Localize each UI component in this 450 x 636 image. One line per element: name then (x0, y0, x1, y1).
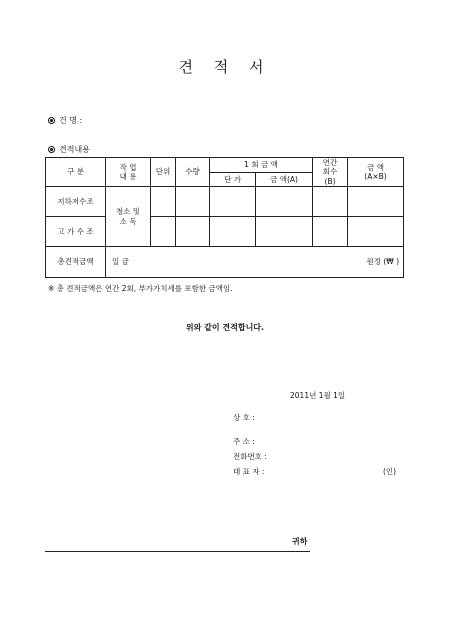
table-row (46, 187, 404, 217)
table-row (46, 217, 404, 247)
total-label: 총견적금액 (46, 247, 106, 278)
total-suffix: 원정 (₩ ) (366, 257, 400, 267)
project-name-row (48, 115, 82, 126)
empty-cell (176, 217, 210, 247)
empty-cell (151, 187, 176, 217)
bullet-icon (48, 117, 55, 124)
project-name-label: 건 명 : (59, 116, 83, 125)
row-label-elevated-tank: 고 가 수 조 (46, 217, 106, 247)
phone-field: 전화번호 : (233, 452, 267, 461)
work-content-cell: 청소 및 소 독 (106, 187, 151, 247)
recipient-label: 귀하 (292, 537, 308, 546)
document-date: 2011년 1월 1일 (290, 391, 346, 400)
total-prefix: 일 금 (112, 257, 129, 267)
empty-cell (313, 217, 348, 247)
empty-cell (256, 217, 313, 247)
document-title: 견 적 서 (178, 58, 272, 76)
header-work-content: 작 업 내 용 (106, 158, 151, 187)
estimate-section-heading (48, 144, 90, 155)
representative-field: 대 표 자 : (233, 467, 265, 476)
header-total-amount: 금 액 (A×B) (348, 158, 404, 187)
total-amount-cell (106, 247, 404, 278)
empty-cell (313, 187, 348, 217)
empty-cell (151, 217, 176, 247)
bullet-icon (48, 146, 55, 153)
total-row (46, 247, 404, 278)
statement: 위와 같이 견적합니다. (185, 323, 265, 332)
company-name-field: 상 호 : (233, 413, 255, 422)
estimate-table (45, 157, 404, 278)
empty-cell (348, 187, 404, 217)
recipient-underline (45, 551, 310, 552)
header-division: 구 분 (46, 158, 106, 187)
footnote: ※ 총 견적금액은 연간 2회, 부가가치세를 포함한 금액임. (48, 284, 233, 293)
seal-mark: (인) (383, 467, 397, 476)
empty-cell (256, 187, 313, 217)
empty-cell (176, 187, 210, 217)
header-amount-a: 금 액(A) (256, 173, 313, 187)
header-unit: 단위 (151, 158, 176, 187)
estimate-section-label: 견적내용 (59, 145, 90, 154)
header-unit-price: 단 가 (210, 173, 256, 187)
header-annual-count: 연간 회수 (B) (313, 158, 348, 187)
header-once-amount: 1 회 금 액 (210, 158, 313, 173)
empty-cell (210, 187, 256, 217)
empty-cell (210, 217, 256, 247)
header-quantity: 수량 (176, 158, 210, 187)
row-label-underground-tank: 지하저수조 (46, 187, 106, 217)
empty-cell (348, 217, 404, 247)
address-field: 주 소 : (233, 437, 255, 446)
